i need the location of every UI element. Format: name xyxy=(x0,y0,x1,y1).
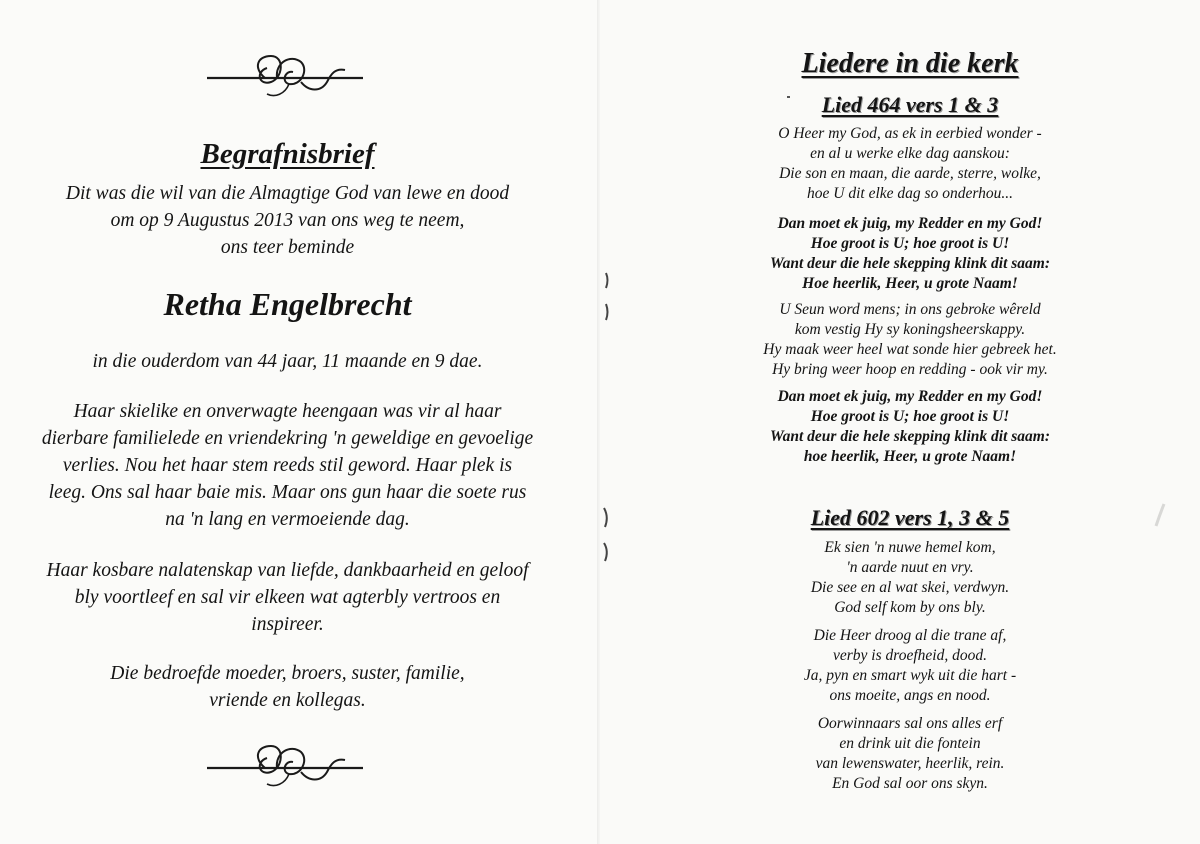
paragraph-line: Haar skielike en onverwagte heengaan was vir al haar xyxy=(73,401,502,422)
verse-line: verby is droefheid, dood. xyxy=(833,647,987,664)
closing-line: Die bedroefde moeder, broers, suster, familie, xyxy=(110,663,465,684)
verse-line: Ek sien 'n nuwe hemel kom, xyxy=(824,539,996,556)
paragraph-line: na 'n lang en vermoeiende dag. xyxy=(165,509,410,530)
intro-line: ons teer beminde xyxy=(220,237,355,258)
hymn-1-verse-2 xyxy=(680,300,1140,380)
verse-line: En God sal oor ons skyn. xyxy=(832,775,988,792)
paragraph-line: inspireer. xyxy=(251,614,324,635)
verse-line: hoe U dit elke dag so onderhou... xyxy=(807,185,1013,202)
paragraph-line: leeg. Ons sal haar baie mis. Maar ons gun haar die soete rus xyxy=(48,482,527,503)
closing-line: vriende en kollegas. xyxy=(209,690,366,711)
verse-line: Oorwinnaars sal ons alles erf xyxy=(817,715,1003,732)
verse-line: U Seun word mens; in ons gebroke wêreld xyxy=(779,301,1041,318)
verse-line: en al u werke elke dag aanskou: xyxy=(810,145,1010,162)
flourish-ornament-bottom xyxy=(205,738,370,796)
paragraph-line: Haar kosbare nalatenskap van liefde, dankbaarheid en geloof xyxy=(46,560,529,581)
hymns-title: Liedere in die kerk xyxy=(801,48,1019,79)
chorus-line: Hoe groot is U; hoe groot is U! xyxy=(810,235,1010,252)
intro-line: Dit was die wil van die Almagtige God van lewe en dood xyxy=(65,183,510,204)
verse-line: Ja, pyn en smart wyk uit die hart - xyxy=(803,667,1017,684)
hymn-2-heading: Lied 602 vers 1, 3 & 5 xyxy=(810,505,1010,530)
verse-line: en drink uit die fontein xyxy=(839,735,981,752)
paragraph-line: bly voortleef en sal vir elkeen wat agterbly vertroos en xyxy=(74,587,501,608)
verse-line: Hy maak weer heel wat sonde hier gebreek het. xyxy=(763,341,1057,358)
intro-line: om op 9 Augustus 2013 van ons weg te neem, xyxy=(110,210,465,231)
tribute-paragraph-2 xyxy=(0,557,575,638)
paragraph-line: verlies. Nou het haar stem reeds stil geword. Haar plek is xyxy=(62,455,513,476)
chorus-line: Want deur die hele skepping klink dit saam: xyxy=(769,428,1051,445)
hymn-2-verse-3 xyxy=(680,714,1140,794)
chorus-line: Dan moet ek juig, my Redder en my God! xyxy=(777,215,1043,232)
verse-line: kom vestig Hy sy koningsheerskappy. xyxy=(794,321,1026,338)
paragraph-line: dierbare familielede en vriendekring 'n geweldige en gevoelige xyxy=(41,428,534,449)
verse-line: God self kom by ons bly. xyxy=(834,599,986,616)
page-title: Begrafnisbrief xyxy=(200,138,375,170)
chorus-line: hoe heerlik, Heer, u grote Naam! xyxy=(803,448,1017,465)
hymn-2-verse-2 xyxy=(680,626,1140,706)
staple-bottom xyxy=(598,505,614,565)
hymn-1-chorus-2 xyxy=(680,387,1140,467)
verse-line: van lewenswater, heerlik, rein. xyxy=(815,755,1005,772)
chorus-line: Dan moet ek juig, my Redder en my God! xyxy=(777,388,1043,405)
tribute-paragraph-1 xyxy=(0,398,575,533)
hymn-2-verse-1 xyxy=(680,538,1140,618)
staple-top xyxy=(598,270,614,325)
verse-line: Die Heer droog al die trane af, xyxy=(813,627,1007,644)
hymn-1-chorus-1 xyxy=(680,214,1140,294)
verse-line: Die son en maan, die aarde, sterre, wolke, xyxy=(779,165,1041,182)
hymn-1-verse-1 xyxy=(680,124,1140,204)
verse-line: Hy bring weer hoop en redding - ook vir my. xyxy=(772,361,1048,378)
intro-text xyxy=(0,180,575,261)
verse-line: O Heer my God, as ek in eerbied wonder - xyxy=(778,125,1042,142)
smudge-mark xyxy=(1150,500,1170,530)
chorus-line: Hoe heerlik, Heer, u grote Naam! xyxy=(802,275,1018,292)
closing-text xyxy=(0,660,575,714)
page-fold xyxy=(597,0,600,844)
verse-line: Die see en al wat skei, verdwyn. xyxy=(810,579,1010,596)
verse-line: 'n aarde nuut en vry. xyxy=(846,559,974,576)
age-text: in die ouderdom van 44 jaar, 11 maande en 9 dae. xyxy=(92,351,483,372)
hymn-1-heading: Lied 464 vers 1 & 3 xyxy=(821,92,999,117)
chorus-line: Hoe groot is U; hoe groot is U! xyxy=(810,408,1010,425)
verse-line: ons moeite, angs en nood. xyxy=(829,687,991,704)
deceased-name: Retha Engelbrecht xyxy=(163,286,412,322)
chorus-line: Want deur die hele skepping klink dit saam: xyxy=(769,255,1051,272)
flourish-ornament-top xyxy=(205,48,370,106)
